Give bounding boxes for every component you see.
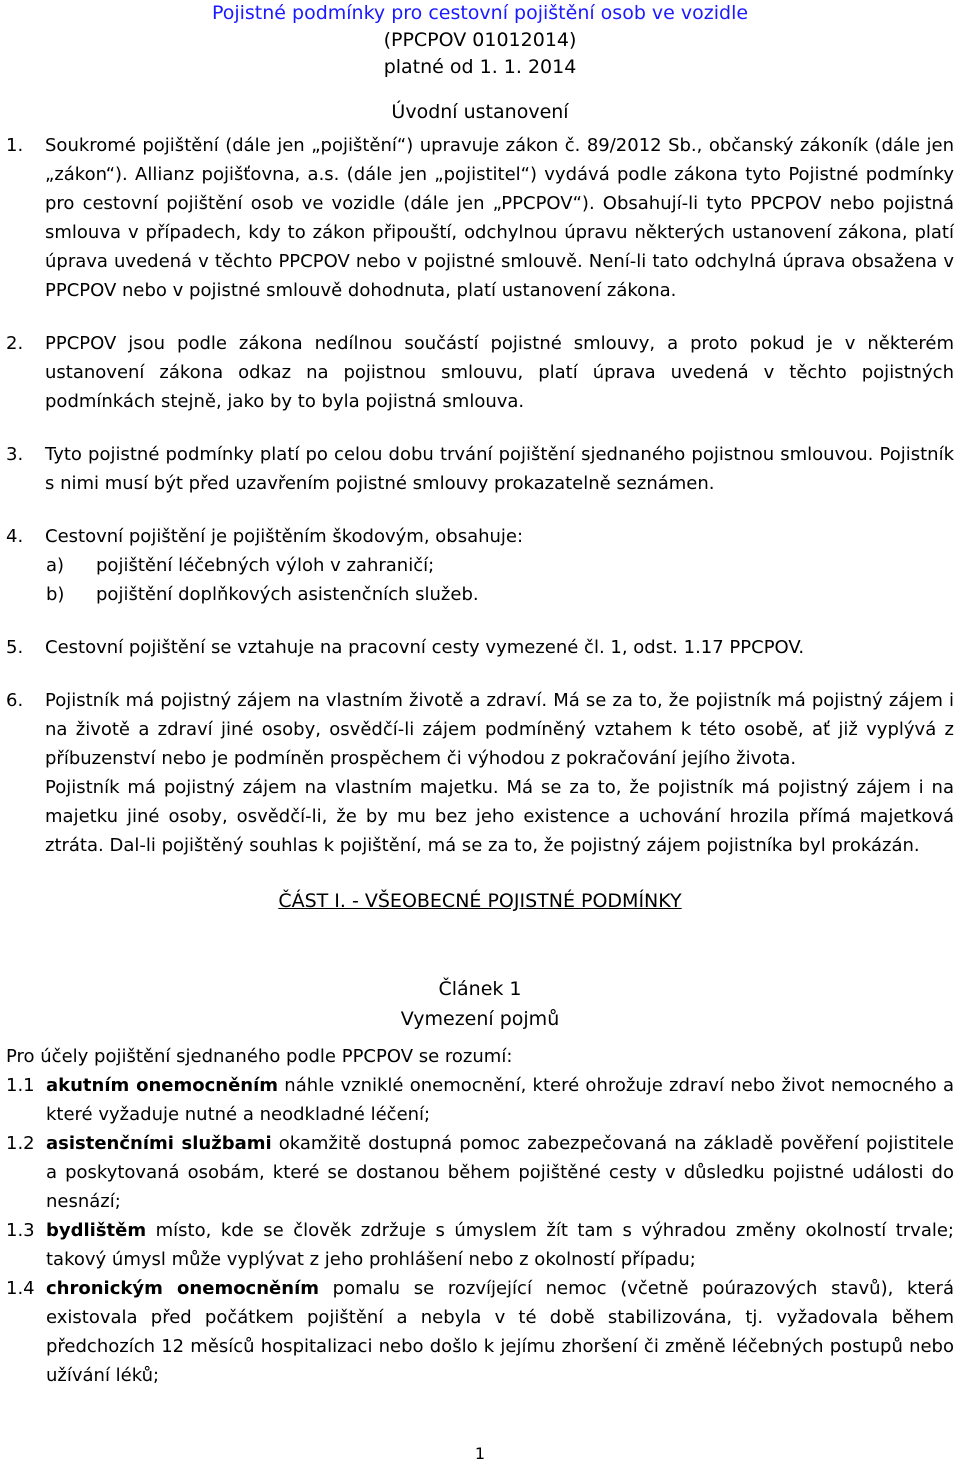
- paragraph-number: 6.: [6, 690, 24, 711]
- sub-item-label: a): [46, 555, 65, 576]
- article-title: Vymezení pojmů: [400, 1008, 560, 1030]
- paragraph-text: PPCPOV jsou podle zákona nedílnou součástí pojistné smlouvy, a proto pokud je v některém ustanovení zákona odkaz na pojistnou smlouvu, platí úprava uvedená v těchto pojistných podmínkách stejně, jako by to byla pojistná smlouva.: [45, 333, 954, 412]
- definition-number: 1.4: [6, 1278, 35, 1299]
- definition-1-2: [0, 1129, 960, 1216]
- document-validity: platné od 1. 1. 2014: [383, 56, 577, 78]
- paragraph-3: [0, 440, 960, 498]
- section-intro-title: Úvodní ustanovení: [391, 101, 569, 123]
- paragraph-number: 2.: [6, 333, 24, 354]
- paragraph-text: Soukromé pojištění (dále jen „pojištění“) upravuje zákon č. 89/2012 Sb., občanský zákoník (dále jen „zákon“). Allianz pojišťovna, a.s. (dále jen „pojistitel“) vydává podle zákona tyto Pojistné podmínky pro cestovní pojištění osob ve vozidle (dále jen „PPCPOV“). Obsahují-li tyto PPCPOV nebo pojistná smlouva v případech, kdy to zákon připouští, odchylnou úpravu některých ustanovení zákona, platí úprava uvedená v těchto PPCPOV nebo v pojistné smlouvě. Není-li tato odchylná úprava obsažena v PPCPOV nebo v pojistné smlouvě dohodnuta, platí ustanovení zákona.: [45, 135, 954, 301]
- definition-text: náhle vzniklé onemocnění, které ohrožuje zdraví nebo život nemocného a které vyžaduje nutné a neodkladné léčení;: [46, 1075, 954, 1125]
- sub-item-text: pojištění doplňkových asistenčních služeb.: [96, 584, 479, 605]
- definition-term: chronickým onemocněním: [46, 1278, 319, 1299]
- definition-1-4: [0, 1274, 960, 1390]
- definition-term: bydlištěm: [46, 1220, 147, 1241]
- paragraph-text: Tyto pojistné podmínky platí po celou dobu trvání pojištění sjednaného pojistnou smlouvou. Pojistník s nimi musí být před uzavřením pojistné smlouvy prokazatelně seznámen.: [45, 444, 954, 494]
- definition-text: okamžitě dostupná pomoc zabezpečovaná na základě pověření pojistitele a poskytovaná osobám, které se dostanou během pojištěné cesty v důsledku pojistné události do nesnází;: [46, 1133, 954, 1212]
- definition-number: 1.2: [6, 1133, 35, 1154]
- definition-number: 1.1: [6, 1075, 35, 1096]
- paragraph-text: Pojistník má pojistný zájem na vlastním životě a zdraví. Má se za to, že pojistník má pojistný zájem i na životě a zdraví jiné osoby, osvědčí-li zájem podmíněný vztahem k této osobě, ať již vyplývá z příbuzenství nebo je podmíněn prospěchem či výhodou z pokračování jejího života.: [45, 690, 954, 769]
- paragraph-text: Cestovní pojištění je pojištěním škodovým, obsahuje:: [45, 526, 524, 547]
- paragraph-number: 4.: [6, 526, 24, 547]
- paragraph-number: 1.: [6, 135, 24, 156]
- paragraph-number: 5.: [6, 637, 24, 658]
- definition-term: akutním onemocněním: [46, 1075, 279, 1096]
- paragraph-5: [0, 633, 960, 662]
- paragraph-2: [0, 329, 960, 416]
- article-heading: [0, 974, 960, 1034]
- definition-text: pomalu se rozvíjející nemoc (včetně poúrazových stavů), která existovala před počátkem pojištění a nebyla v té době stabilizována, tj. vyžadovala během předchozích 12 měsíců hospitalizaci nebo došlo k jejímu zhoršení či změně léčebných postupů nebo užívání léků;: [46, 1278, 954, 1386]
- paragraph-6-continued: [0, 773, 960, 860]
- paragraph-text: Pojistník má pojistný zájem na vlastním majetku. Má se za to, že pojistník má pojistný zájem i na majetku jiné osoby, osvědčí-li, že by mu bez jeho existence a uchování hrozila přímá majetková ztráta. Dal-li pojištěný souhlas k pojištění, má se za to, že pojistný zájem pojistníka byl prokázán.: [45, 777, 954, 856]
- sub-item-label: b): [46, 584, 65, 605]
- paragraph-4: [0, 522, 960, 551]
- part-title: ČÁST I. - VŠEOBECNÉ POJISTNÉ PODMÍNKY: [278, 890, 682, 912]
- sub-item-b: [0, 580, 960, 609]
- paragraph-6: [0, 686, 960, 773]
- article-number: Článek 1: [438, 978, 522, 1000]
- definition-1-3: [0, 1216, 960, 1274]
- paragraph-number: 3.: [6, 444, 24, 465]
- sub-item-a: [0, 551, 960, 580]
- page-number: 1: [474, 1444, 486, 1463]
- paragraph-1: [0, 131, 960, 305]
- document-title: Pojistné podmínky pro cestovní pojištění osob ve vozidle: [211, 2, 749, 24]
- paragraph-text: Cestovní pojištění se vztahuje na pracovní cesty vymezené čl. 1, odst. 1.17 PPCPOV.: [45, 637, 805, 658]
- definition-number: 1.3: [6, 1220, 35, 1241]
- definition-term: asistenčními službami: [46, 1133, 272, 1154]
- definition-1-1: [0, 1071, 960, 1129]
- document-code: (PPCPOV 01012014): [383, 29, 577, 51]
- document-header: [0, 0, 960, 81]
- definition-text: místo, kde se člověk zdržuje s úmyslem žít tam s výhradou změny okolností trvale; takový úmysl může vyplývat z jeho prohlášení nebo z okolností případu;: [46, 1220, 954, 1270]
- sub-item-text: pojištění léčebných výloh v zahraničí;: [96, 555, 435, 576]
- definitions-intro: Pro účely pojištění sjednaného podle PPCPOV se rozumí:: [6, 1046, 513, 1067]
